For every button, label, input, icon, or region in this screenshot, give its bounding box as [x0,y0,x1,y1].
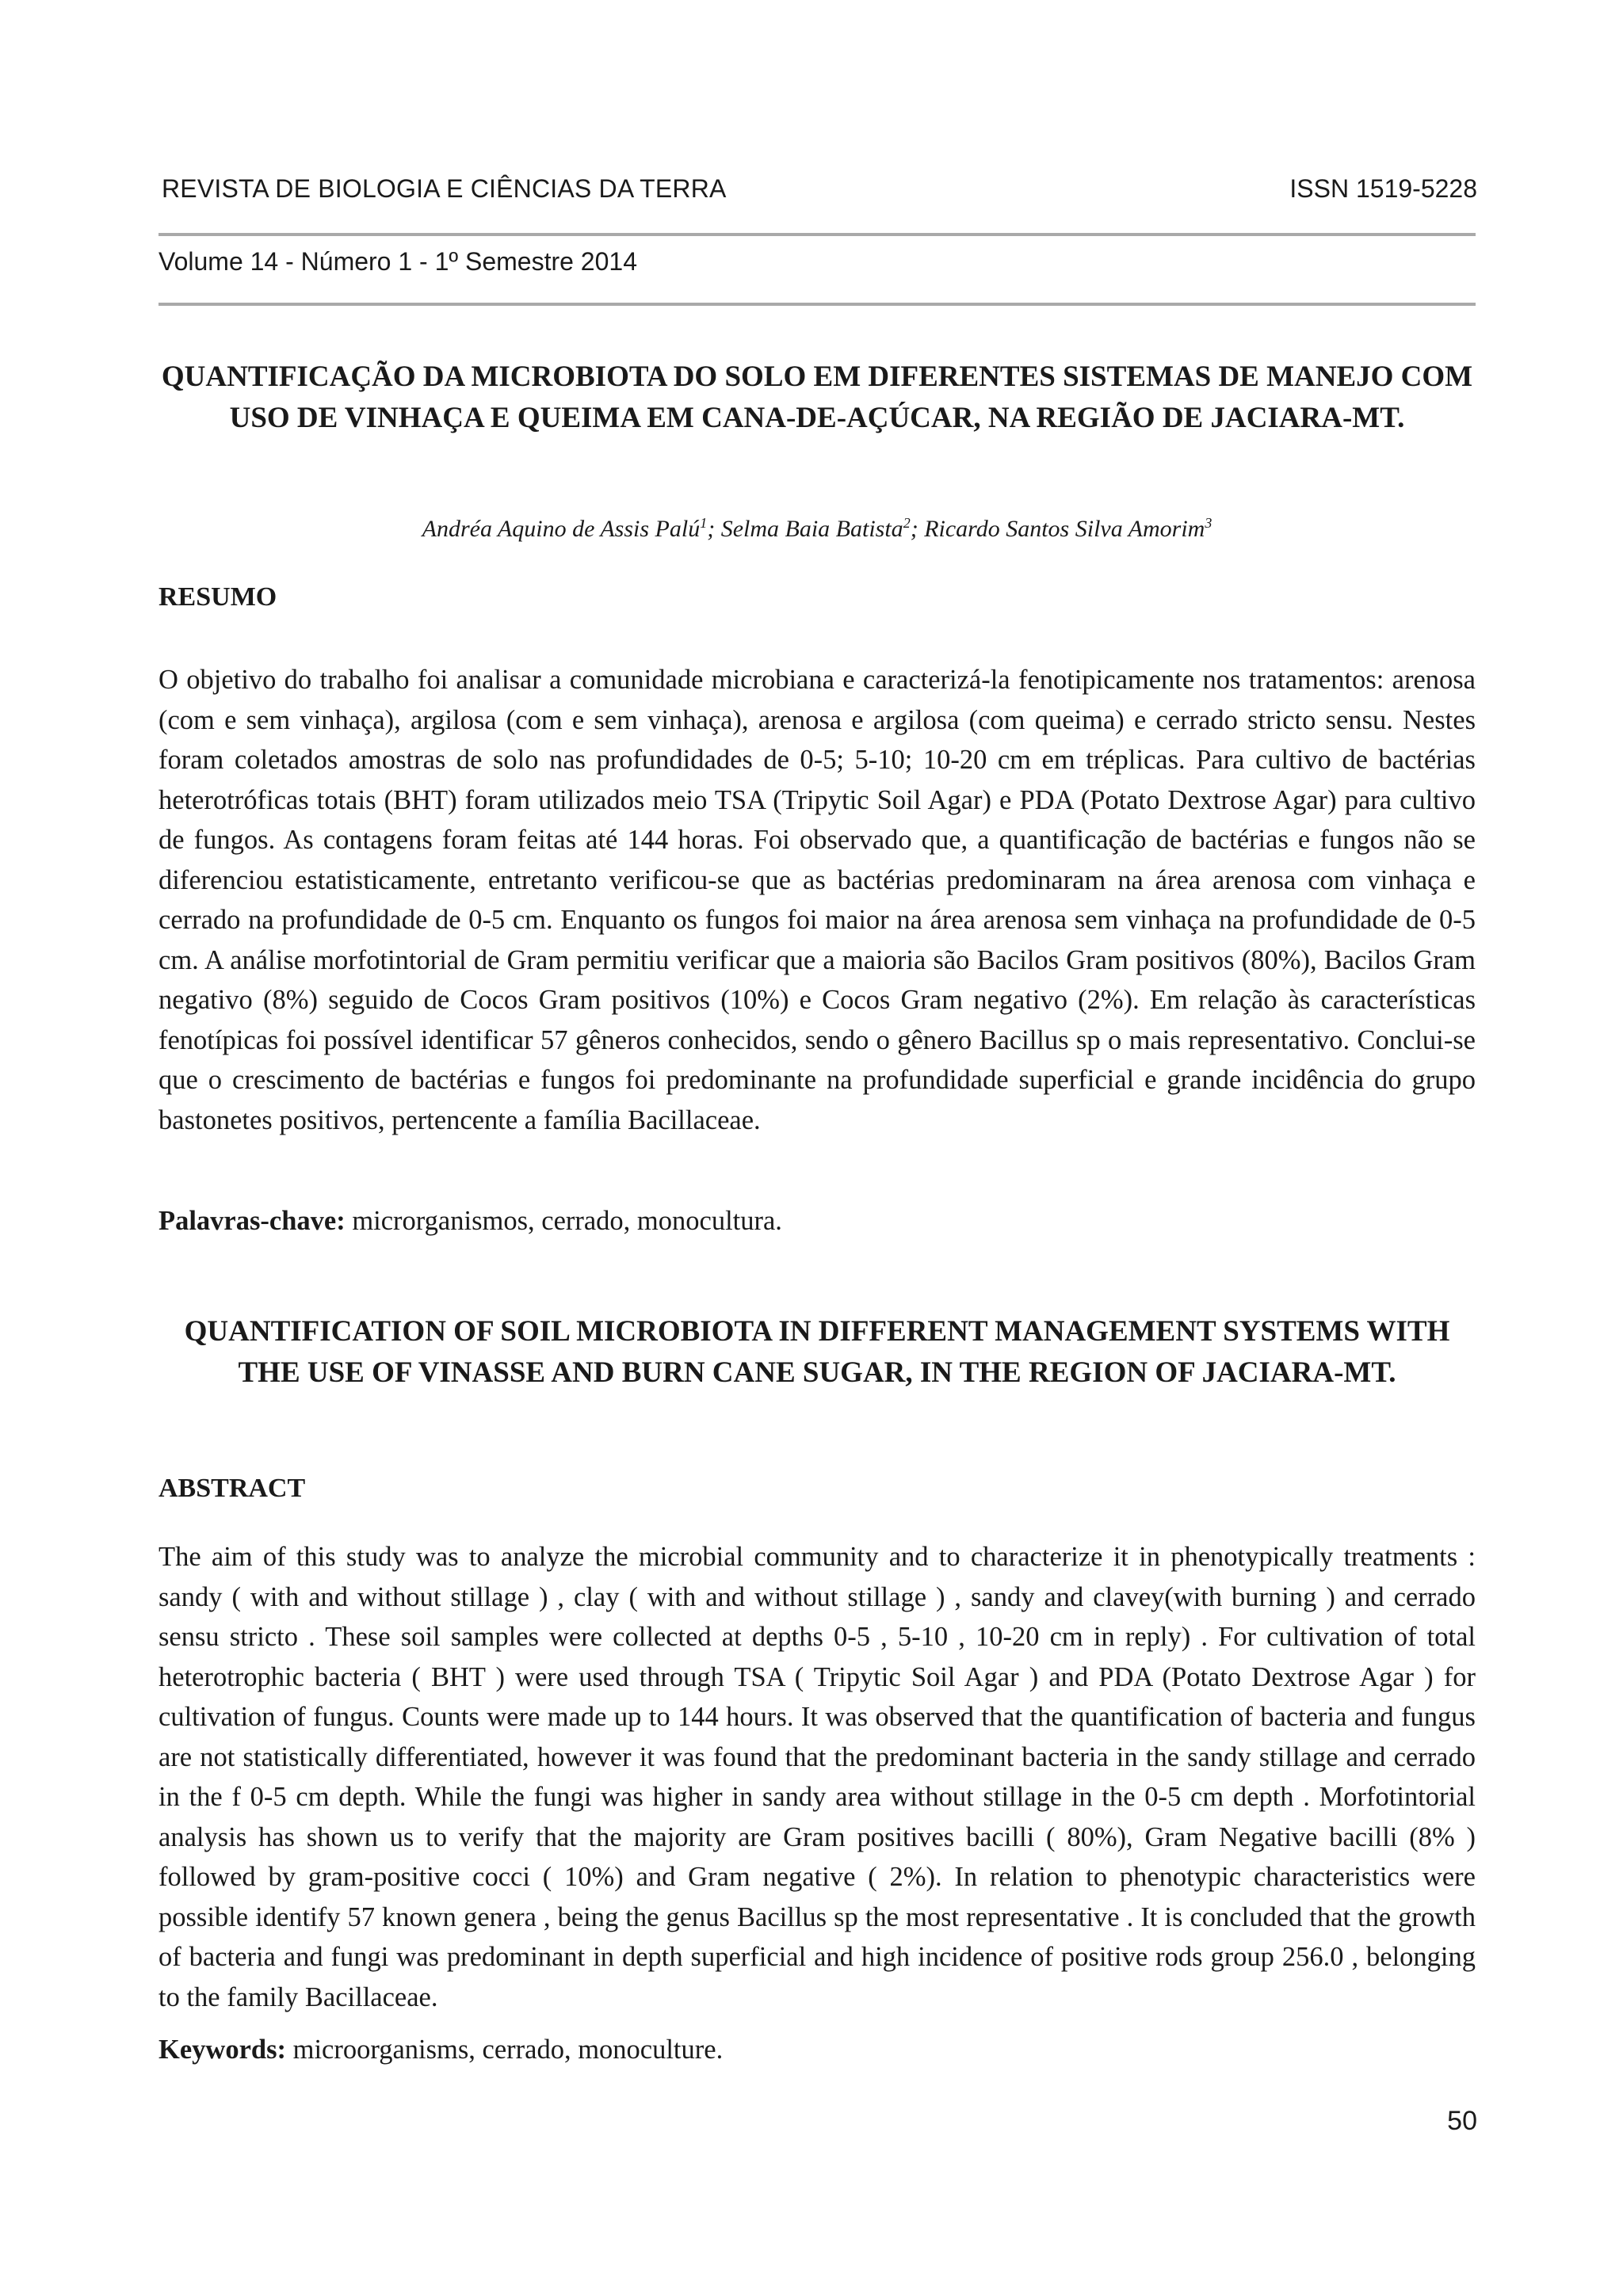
english-title: QUANTIFICATION OF SOIL MICROBIOTA IN DIFFERENT MANAGEMENT SYSTEMS WITH THE USE OF VINASSE AND BURN CANE SUGAR, IN THE REGION OF JACIARA-MT. [184,1315,1450,1389]
author-list: Andréa Aquino de Assis Palú$^1$; Selma Baia Batista$^2$; Ricardo Santos Silva Amorim$^3$ [422,515,1212,542]
abstract-heading: ABSTRACT [158,1474,306,1503]
author-affiliation: 1 [700,515,708,531]
issn-number: ISSN 1519-5228 [1289,174,1477,203]
palavras-chave-label: Palavras-chave: [158,1206,346,1236]
keywords-values: microorganisms, cerrado, monoculture. [292,2035,724,2065]
palavras-chave-values: microrganismos, cerrado, monocultura. [352,1206,782,1236]
abstract-paragraph: The aim of this study was to analyze the microbial community and to characterize it in phenotypically treatments : sandy ( with and without stillage ) , clay ( with and without stillage ) , sandy and clavey(with burning ) and cerrado sensu stricto . These soil samples were collected at depths 0-5 , 5-10 , 10-20 cm in reply) . For cultivation of total heterotrophic bacteria ( BHT ) were used through TSA ( Tripytic Soil Agar ) and PDA (Potato Dextrose Agar ) for cultivation of fungus. Counts were made up to 144 hours. It was observed that the quantification of bacteria and fungus are not statistically differentiated, however it was found that the predominant bacteria in the sandy stillage and cerrado in the f 0-5 cm depth. While the fungi was higher in sandy area without stillage in the 0-5 cm depth . Morfotintorial analysis has shown us to verify that the majority are Gram positives bacilli ( 80%), Gram Negative bacilli (8% ) followed by gram-positive cocci ( 10%) and Gram negative ( 2%). In relation to phenotypic characteristics were possible identify 57 known genera , being the genus Bacillus sp the most representative . It is concluded that the growth of bacteria and fungi was predominant in depth superficial and high incidence of positive rods group 256.0 , belonging to the family Bacillaceae. [158,1542,1476,2012]
header-divider-top [158,233,1476,236]
author-affiliation: 2 [903,515,911,531]
page-number: 50 [1447,2106,1477,2136]
volume-info: Volume 14 - Número 1 - 1º Semestre 2014 [158,247,637,276]
author-name: Ricardo Santos Silva Amorim [924,516,1205,542]
palavras-chave [158,1206,782,1237]
resumo-heading: RESUMO [158,582,277,612]
portuguese-title: QUANTIFICAÇÃO DA MICROBIOTA DO SOLO EM DIFERENTES SISTEMAS DE MANEJO COM USO DE VINHAÇA E QUEIMA EM CANA-DE-AÇÚCAR, NA REGIÃO DE JACIARA-MT. [161,360,1473,434]
keywords [158,2035,723,2065]
author-name: Selma Baia Batista [720,516,903,542]
keywords-label: Keywords: [158,2035,286,2065]
resumo-paragraph: O objetivo do trabalho foi analisar a comunidade microbiana e caracterizá-la fenotipicamente nos tratamentos: arenosa (com e sem vinhaça), argilosa (com e sem vinhaça), arenosa e argilosa (com queima) e cerrado stricto sensu. Nestes foram coletados amostras de solo nas profundidades de 0-5; 5-10; 10-20 cm em tréplicas. Para cultivo de bactérias heterotróficas totais (BHT) foram utilizados meio TSA (Tripytic Soil Agar) e PDA (Potato Dextrose Agar) para cultivo de fungos. As contagens foram feitas até 144 horas. Foi observado que, a quantificação de bactérias e fungos não se diferenciou estatisticamente, entretanto verificou-se que as bactérias predominaram na área arenosa com vinhaça e cerrado na profundidade de 0-5 cm. Enquanto os fungos foi maior na área arenosa sem vinhaça na profundidade de 0-5 cm. A análise morfotintorial de Gram permitiu verificar que a maioria são Bacilos Gram positivos (80%), Bacilos Gram negativo (8%) seguido de Cocos Gram positivos (10%) e Cocos Gram negativo (2%). Em relação às características fenotípicas foi possível identificar 57 gêneros conhecidos, sendo o gênero Bacillus sp o mais representativo. Conclui-se que o crescimento de bactérias e fungos foi predominante na profundidade superficial e grande incidência do grupo bastonetes positivos, pertencente a família Bacillaceae. [158,665,1476,1135]
author-name: Andréa Aquino de Assis Palú [422,516,701,542]
header-divider-bottom [158,303,1476,306]
journal-name: REVISTA DE BIOLOGIA E CIÊNCIAS DA TERRA [162,174,727,203]
author-affiliation: 3 [1205,515,1212,531]
